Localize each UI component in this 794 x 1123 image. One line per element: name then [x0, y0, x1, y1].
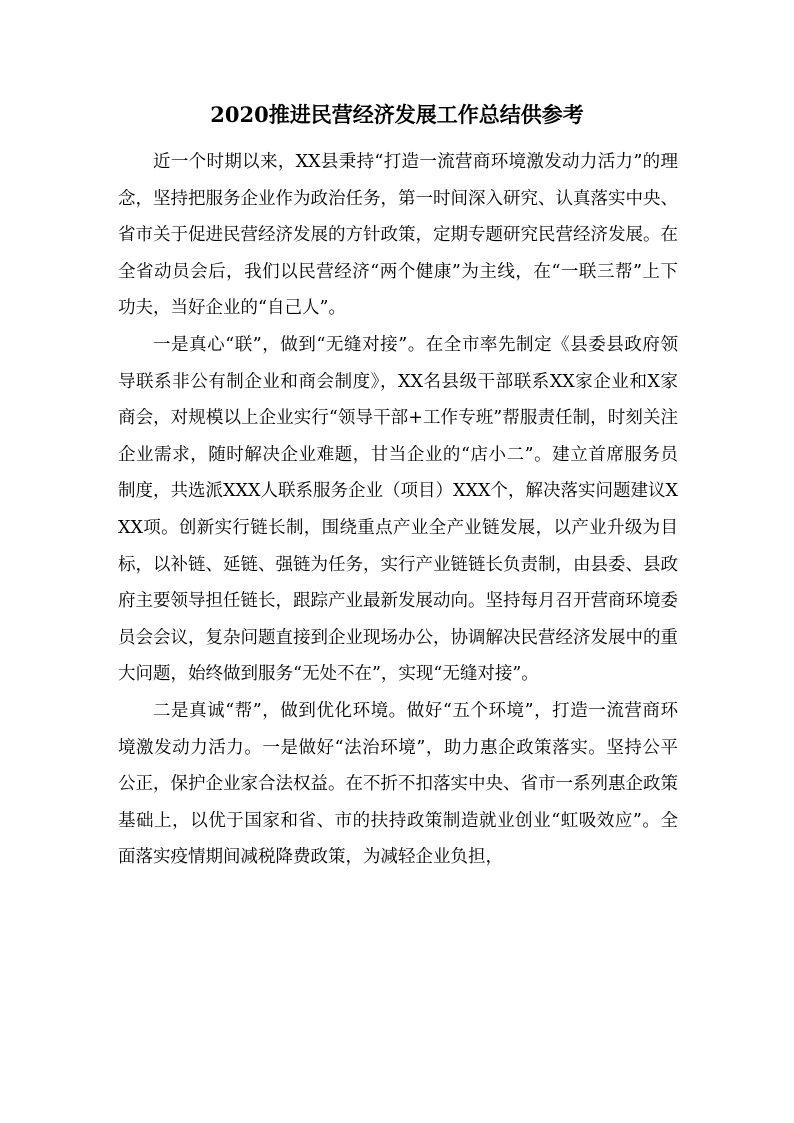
paragraph-lian: 一是真心“联”，做到“无缝对接”。在全市率先制定《县委县政府领导联系非公有制企业和商会制度》，XX名县级干部联系XX家企业和X家商会，对规模以上企业实行“领导干部+工作专班”帮服责任制，时刻关注企业需求，随时解决企业难题，甘当企业的“店小二”。建立首席服务员制度，共选派XXX人联系服务企业（项目）XXX个，解决落实问题建议XXX项。创新实行链长制，围绕重点产业全产业链发展，以产业升级为目标，以补链、延链、强链为任务，实行产业链链长负责制，由县委、县政府主要领导担任链长，跟踪产业最新发展动向。坚持每月召开营商环境委员会会议，复杂问题直接到企业现场办公，协调解决民营经济发展中的重大问题，始终做到服务“无处不在”，实现“无缝对接”。	[118, 334, 678, 685]
paragraph-bang: 二是真诚“帮”，做到优化环境。做好“五个环境”，打造一流营商环境激发动力活力。一是做好“法治环境”，助力惠企政策落实。坚持公平公正，保护企业家合法权益。在不折不扣落实中央、省市一系列惠企政策基础上，以优于国家和省、市的扶持政策制造就业创业“虹吸效应”。全面落实疫情期间减税降费政策，为减轻企业负担，	[118, 700, 678, 868]
paragraph-intro: 近一个时期以来，XX县秉持“打造一流营商环境激发动力活力”的理念，坚持把服务企业作为政治任务，第一时间深入研究、认真落实中央、省市关于促进民营经济发展的方针政策，定期专题研究民营经济发展。在全省动员会后，我们以民营经济“两个健康”为主线，在“一联三帮”上下功夫，当好企业的“自己人”。	[118, 152, 678, 319]
document-body	[118, 144, 678, 876]
document-title: 2020推进民营经济发展工作总结供参考	[210, 102, 584, 127]
